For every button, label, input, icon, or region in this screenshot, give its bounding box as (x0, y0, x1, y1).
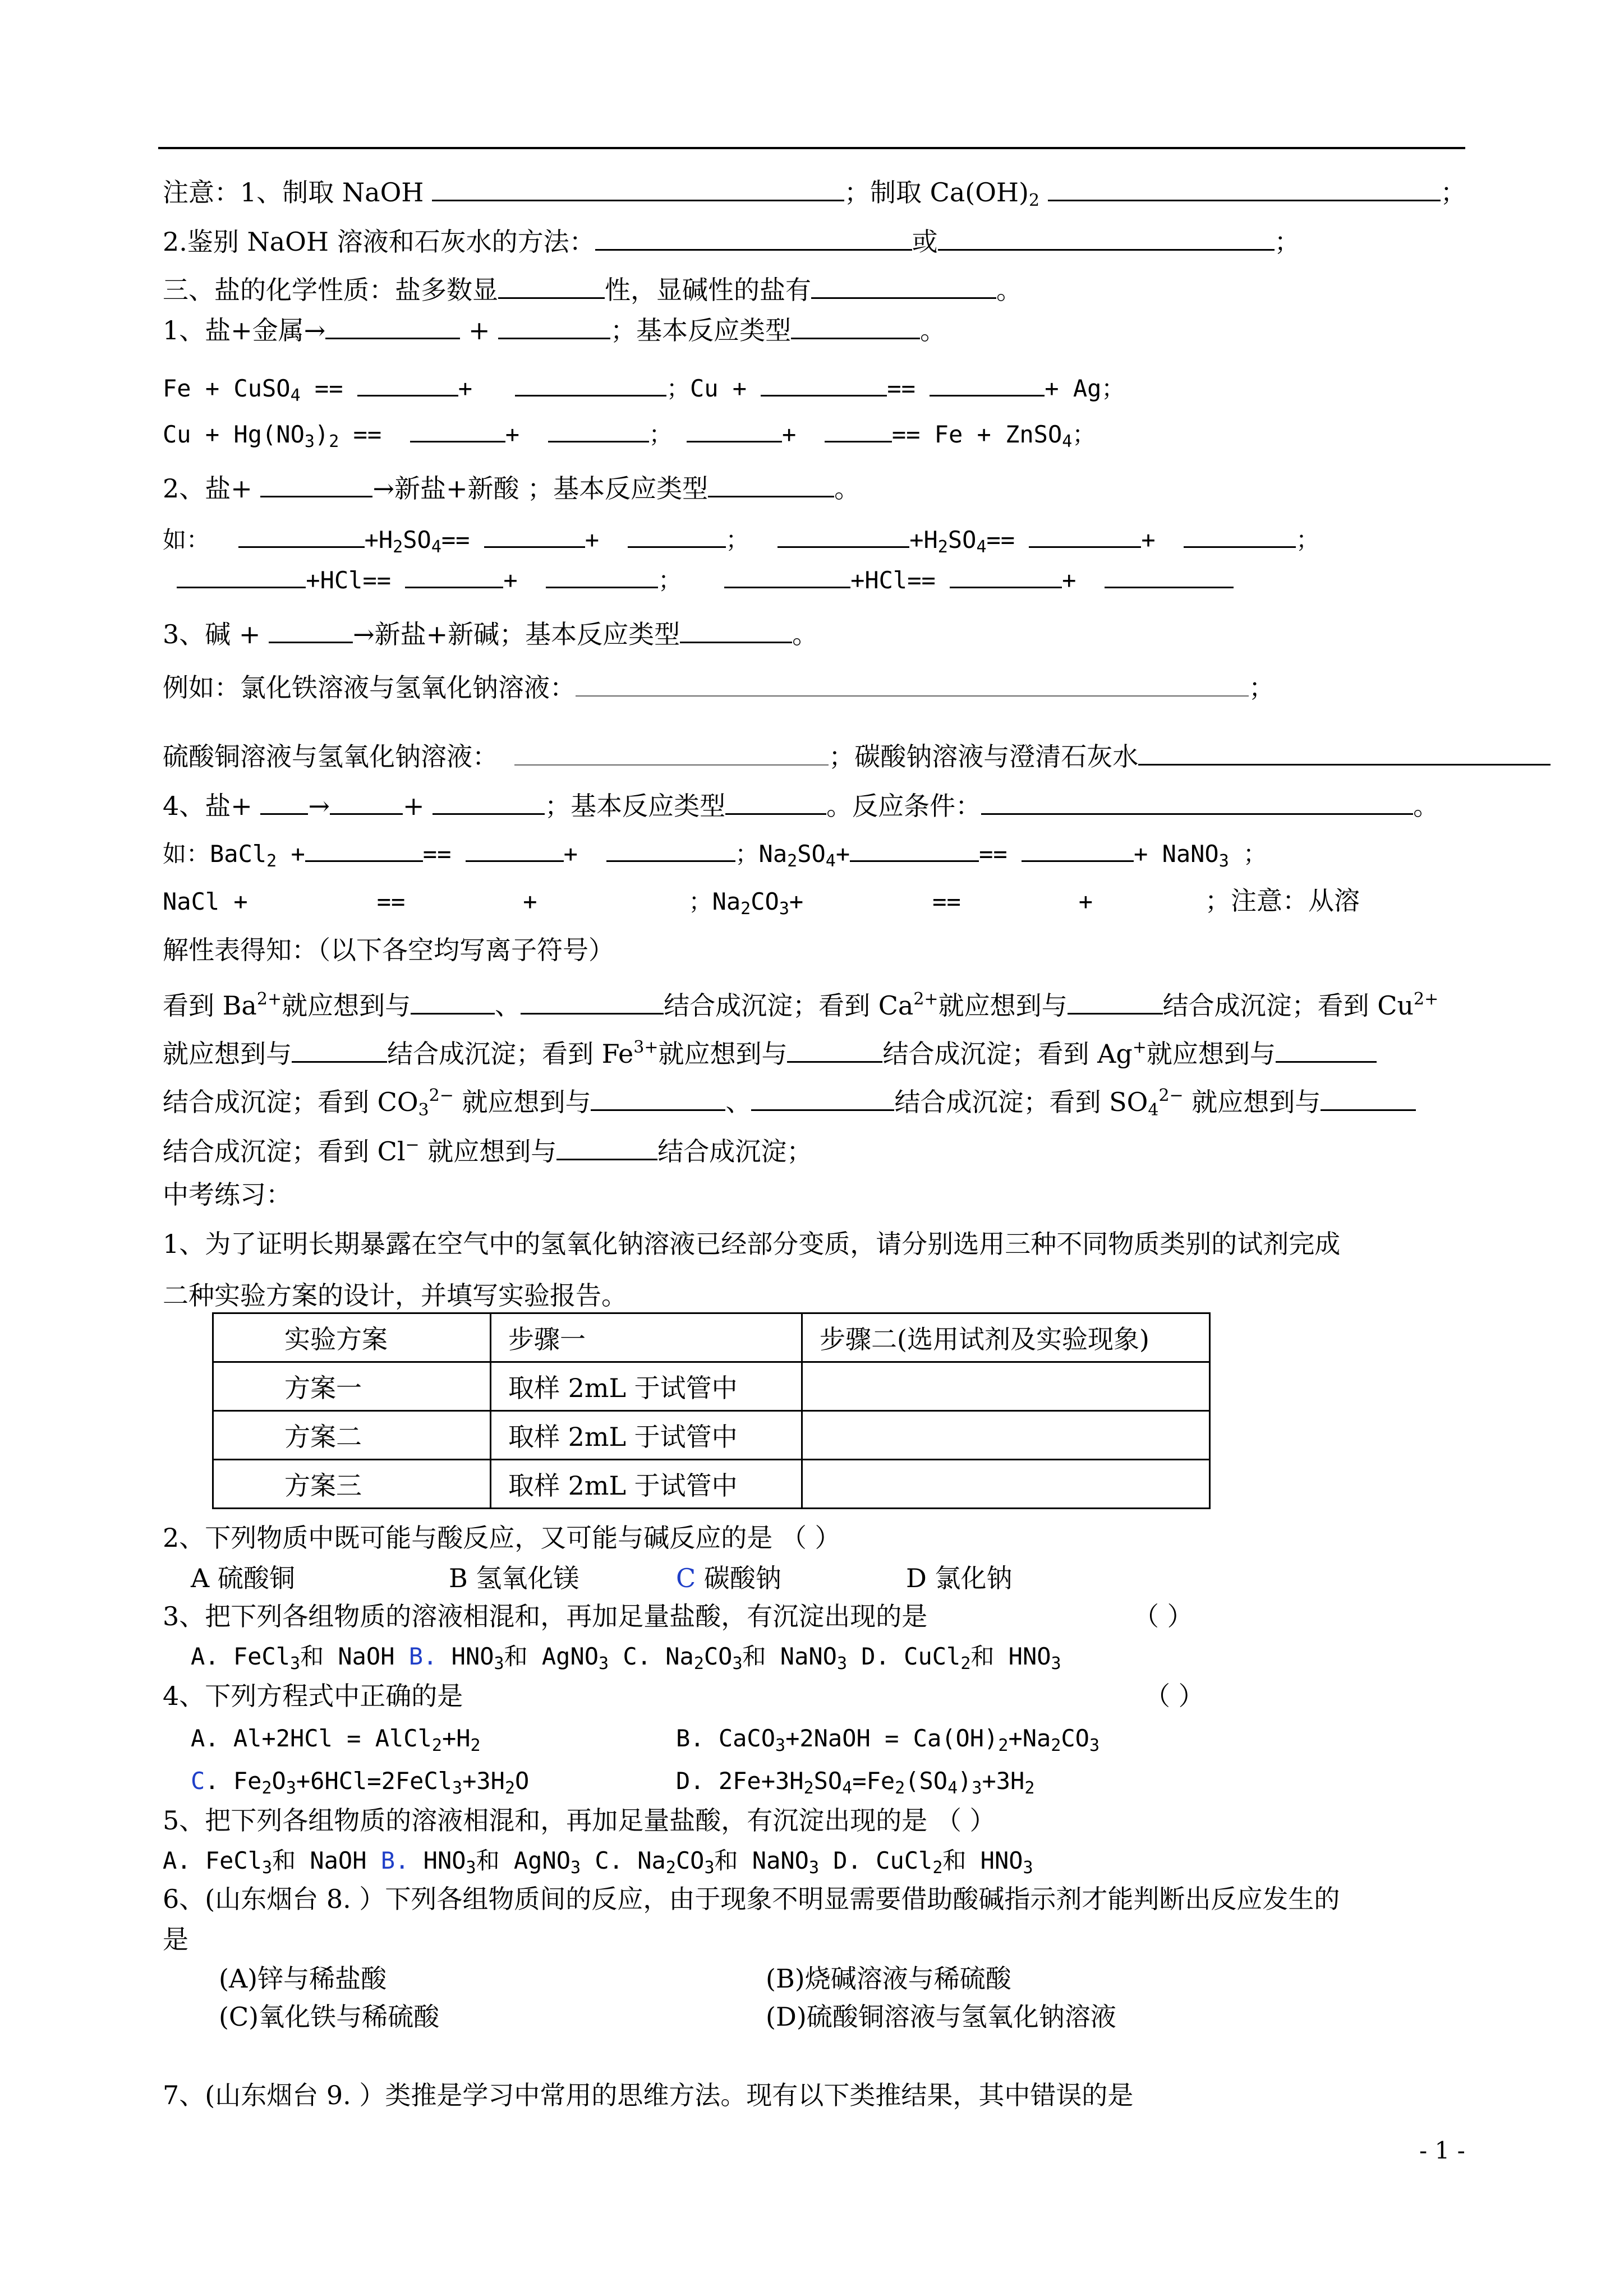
text: +HCl== (306, 566, 392, 594)
text: 如：BaCl (163, 840, 267, 868)
question-1: 1、为了证明长期暴露在空气中的氢氧化钠溶液已经部分变质，请分别选用三种不同物质类别的试剂完成 (163, 1229, 1341, 1259)
blank[interactable] (1184, 522, 1296, 548)
text: 如： (163, 526, 210, 554)
superscript: 2− (1158, 1086, 1184, 1105)
blank[interactable] (761, 370, 887, 397)
text: 结合成沉淀；看到 Ca (664, 990, 914, 1021)
superscript: 3+ (633, 1038, 659, 1057)
table-cell: 方案三 (213, 1460, 491, 1509)
equation-line (163, 562, 1234, 597)
choice[interactable]: (B)烧碱溶液与稀硫酸 (766, 1963, 1011, 1994)
blank[interactable] (687, 416, 782, 442)
text: 三、盐的化学性质：盐多数显 (163, 275, 498, 305)
subscript: 2 (329, 432, 339, 451)
blank[interactable] (708, 471, 834, 497)
blank[interactable] (466, 836, 564, 862)
text: + Ag； (1045, 375, 1125, 402)
blank[interactable] (606, 836, 735, 862)
text: == (300, 375, 357, 402)
text: 结合成沉淀；看到 SO (894, 1087, 1148, 1117)
answer-paren: （ ） (1144, 1681, 1204, 1711)
blank[interactable] (576, 671, 1249, 697)
subscript: 4 (1062, 432, 1073, 451)
text: 结合成沉淀； (657, 1136, 813, 1167)
question-4: 4、下列方程式中正确的是 (163, 1681, 463, 1711)
superscript: 2+ (1414, 989, 1439, 1009)
subscript: 2 (937, 537, 948, 557)
subscript: 2 (1028, 191, 1040, 210)
choice[interactable]: D 氯化钠 (906, 1563, 1013, 1593)
blank[interactable] (981, 789, 1413, 815)
blank[interactable] (411, 988, 495, 1015)
table-row (213, 1362, 1210, 1411)
text: ；基本反应类型 (545, 791, 726, 821)
text: 就应想到与 (282, 990, 411, 1021)
text: ；注意：从溶 (1205, 886, 1360, 916)
text: + (277, 840, 305, 868)
text: 结合成沉淀；看到 Cl (163, 1136, 406, 1167)
text: == (376, 888, 406, 915)
section-heading: 中考练习： (163, 1179, 292, 1210)
blank[interactable] (595, 224, 912, 251)
text: ；Na (688, 888, 741, 915)
answer-paren: （ ） (1133, 1601, 1193, 1631)
text: + (1078, 888, 1093, 915)
text: SO (947, 526, 977, 554)
text-line (163, 273, 1022, 307)
blank[interactable] (591, 1085, 725, 1111)
choices-line: A. FeCl$_3$和 NaOH B. $HNO_3$和 AgNO$_3$ C. $Na_2CO_3$和 NaNO$_3$ D. CuCl$_2$和 $HNO_3$ (163, 1847, 1033, 1878)
subscript: 2 (266, 851, 277, 871)
text-line (163, 1128, 812, 1168)
blank[interactable] (433, 789, 545, 815)
blank[interactable] (1048, 175, 1441, 201)
subscript: 3 (779, 899, 789, 919)
text: == (932, 888, 961, 915)
table-row (213, 1411, 1210, 1460)
blank[interactable] (484, 522, 585, 548)
choice[interactable]: B. CaCO$_3$+2NaOH = $Ca(OH)_2+Na_2CO_3$ (676, 1725, 1099, 1755)
blank[interactable] (546, 562, 658, 588)
question-2: 2、下列物质中既可能与酸反应，又可能与碱反应的是 （ ） (163, 1523, 841, 1553)
text: 。 (792, 619, 818, 649)
text-line (163, 671, 1275, 704)
text: ；碳酸钠溶液与澄清石灰水 (829, 741, 1139, 772)
blank[interactable] (260, 471, 372, 497)
text: →新盐+新碱；基本反应类型 (353, 619, 680, 649)
subscript: 3 (418, 1100, 429, 1120)
text: 注意：1、制取 NaOH (163, 177, 433, 208)
table-cell: 取样 2mL 于试管中 (491, 1411, 802, 1460)
text-line (163, 1031, 1377, 1071)
blank[interactable] (1068, 988, 1163, 1015)
blank[interactable] (514, 740, 829, 766)
blank[interactable] (1138, 739, 1551, 766)
text: + (402, 791, 425, 821)
text: ； (658, 566, 682, 594)
subscript: 4 (431, 537, 441, 557)
subscript: 4 (825, 851, 836, 871)
text: ) (314, 421, 329, 448)
equation-line (163, 836, 1267, 878)
answer-cell[interactable] (802, 1460, 1210, 1509)
header-cell: 步骤二(选用试剂及实验现象) (802, 1313, 1210, 1362)
text: == (887, 375, 915, 402)
text: 就应想到与 (1146, 1039, 1276, 1069)
text-line (163, 617, 818, 651)
blank[interactable] (357, 370, 458, 397)
text-line: 解性表得知：（以下各空均写离子符号） (163, 935, 614, 965)
text: 4、盐+ (163, 791, 252, 821)
subscript: 2 (740, 899, 751, 919)
text: 。 (834, 473, 861, 504)
text: ； (1274, 227, 1300, 257)
subscript: 4 (290, 386, 301, 405)
text: 就应想到与 (163, 1039, 292, 1069)
text: + (468, 315, 490, 345)
blank[interactable] (556, 1134, 657, 1160)
text-line (163, 313, 946, 347)
blank[interactable] (405, 562, 503, 588)
equation-line (163, 884, 1360, 926)
subscript: 4 (1148, 1100, 1159, 1120)
choice-letter: C (676, 1563, 696, 1593)
blank[interactable] (1321, 1085, 1416, 1111)
blank[interactable] (1022, 836, 1134, 862)
text: 3、碱 + (163, 619, 269, 649)
text: 看到 Ba (163, 990, 257, 1021)
blank[interactable] (1276, 1036, 1377, 1063)
choice[interactable]: B 氢氧化镁 (449, 1563, 579, 1593)
text: ； (1440, 177, 1466, 208)
subscript: 4 (976, 537, 987, 557)
text: 就应想到与 (658, 1039, 788, 1069)
table-cell: 方案一 (213, 1362, 491, 1411)
text-line (163, 471, 860, 505)
blank[interactable] (177, 562, 306, 588)
text: 。反应条件： (826, 791, 982, 821)
text-line (163, 1079, 1416, 1127)
question-6: 6、(山东烟台 8. ）下列各组物质间的反应，由于现象不明显需要借助酸碱指示剂才能判断出反应发生的 (163, 1884, 1340, 1914)
text: 硫酸铜溶液与氢氧化钠溶液： (163, 741, 498, 772)
blank[interactable] (238, 522, 365, 548)
text: + (523, 888, 537, 915)
text: 结合成沉淀；看到 Fe (387, 1039, 634, 1069)
text-line (163, 739, 1551, 773)
text: →新盐+新酸 ；基本反应类型 (372, 473, 709, 504)
answer-cell[interactable] (802, 1411, 1210, 1460)
blank[interactable] (515, 370, 666, 397)
blank[interactable] (305, 836, 423, 862)
text: 结合成沉淀；看到 Ag (882, 1039, 1133, 1069)
page-number: - 1 - (1419, 2137, 1465, 2164)
header-cell: 实验方案 (213, 1313, 491, 1362)
text: ；基本反应类型 (610, 315, 792, 345)
text: 、 (725, 1087, 752, 1117)
superscript: − (405, 1135, 420, 1155)
subscript: 3 (304, 432, 315, 451)
text: NaCl + (163, 888, 248, 915)
text: 2.鉴别 NaOH 溶液和石灰水的方法： (163, 227, 595, 257)
text-line (163, 983, 1438, 1022)
question-1-cont: 二种实验方案的设计，并填写实验报告。 (163, 1280, 627, 1311)
text: ； (648, 421, 673, 448)
blank[interactable] (751, 1085, 894, 1111)
choice[interactable]: C. $Fe_2O_3+6HCl=2FeCl_3+3H_2O$ (191, 1767, 530, 1798)
text: 。 (996, 275, 1022, 305)
question-6-cont: 是 (163, 1924, 188, 1954)
text: 或 (912, 227, 938, 257)
subscript: 2 (787, 851, 798, 871)
blank[interactable] (628, 522, 726, 548)
question-7: 7、(山东烟台 9. ）类推是学习中常用的思维方法。现有以下类推结果，其中错误的是 (163, 2080, 1134, 2110)
text: 就应想到与 (938, 990, 1068, 1021)
text: ； (1229, 840, 1267, 868)
blank[interactable] (292, 1036, 387, 1063)
text: + (503, 566, 518, 594)
blank[interactable] (680, 617, 792, 643)
choice[interactable]: A. $Al+2HCl = AlCl_2+H_2$ (191, 1725, 481, 1755)
text: Cu + Hg(NO (163, 421, 305, 448)
text: + (835, 840, 850, 868)
text: → (308, 791, 330, 821)
blank[interactable] (330, 789, 403, 815)
table-header-row (213, 1313, 1210, 1362)
table-cell: 取样 2mL 于试管中 (491, 1460, 802, 1509)
text: + (563, 840, 578, 868)
text: +H (364, 526, 393, 554)
blank[interactable] (325, 313, 460, 339)
blank[interactable] (724, 562, 850, 588)
text-line (163, 224, 1300, 259)
text: == (441, 526, 470, 554)
experiment-report-table (212, 1312, 1211, 1509)
text: == Fe + ZnSO (891, 421, 1062, 448)
table-cell: 方案二 (213, 1411, 491, 1460)
text: +HCl== (850, 566, 936, 594)
superscript: + (1132, 1038, 1147, 1057)
blank[interactable] (725, 789, 826, 815)
text: + (458, 375, 473, 402)
blank[interactable] (1029, 522, 1141, 548)
text: 性，显碱性的盐有 (605, 275, 811, 305)
text: SO (403, 526, 431, 554)
text: == (422, 840, 452, 868)
blank[interactable] (260, 789, 308, 815)
header-cell: 步骤一 (491, 1313, 802, 1362)
blank[interactable] (498, 273, 605, 299)
blank[interactable] (930, 370, 1045, 397)
question-5: 5、把下列各组物质的溶液相混和，再加足量盐酸，有沉淀出现的是 （ ） (163, 1805, 996, 1836)
choice[interactable]: (A)锌与稀盐酸 (219, 1963, 387, 1994)
text: 。 (920, 315, 946, 345)
equation-line (163, 522, 1319, 564)
choice-text: 碳酸钠 (696, 1563, 781, 1593)
text: Fe + CuSO (163, 375, 291, 402)
blank[interactable] (521, 988, 664, 1015)
text-line (163, 175, 1466, 218)
choice[interactable]: (D)硫酸铜溶液与氢氧化钠溶液 (766, 2002, 1116, 2032)
subscript: 2 (393, 537, 403, 557)
superscript: 2+ (256, 989, 282, 1009)
text: CO (751, 888, 779, 915)
subscript: 3 (1218, 851, 1229, 871)
text: 就应想到与 (1183, 1087, 1321, 1117)
header-rule (158, 147, 1465, 149)
text: ； (1249, 672, 1275, 703)
text: + (789, 888, 804, 915)
text: 结合成沉淀；看到 Cu (1162, 990, 1414, 1021)
choice[interactable]: A 硫酸铜 (191, 1563, 295, 1593)
text: == (986, 526, 1015, 554)
text: 2、盐+ (163, 473, 252, 504)
text: == (339, 421, 396, 448)
text: + NaNO (1134, 840, 1219, 868)
text: 结合成沉淀；看到 CO (163, 1087, 418, 1117)
blank[interactable] (938, 224, 1275, 251)
text: SO (797, 840, 826, 868)
blank[interactable] (791, 313, 920, 339)
text: ； (725, 526, 749, 554)
text: 、 (495, 990, 521, 1021)
table-row (213, 1460, 1210, 1509)
equation-line (163, 370, 1125, 413)
blank[interactable] (850, 836, 979, 862)
blank[interactable] (787, 1036, 882, 1063)
choice[interactable]: D. $2Fe+3H_2SO_4=Fe_2(SO_4)_3+3H_2$ (676, 1767, 1035, 1798)
text: 就应想到与 (453, 1087, 591, 1117)
text: + (585, 526, 600, 554)
blank[interactable] (825, 416, 892, 442)
blank[interactable] (950, 562, 1062, 588)
text: + (1062, 566, 1076, 594)
table-cell: 取样 2mL 于试管中 (491, 1362, 802, 1411)
choice[interactable]: (C)氧化铁与稀硫酸 (219, 2002, 440, 2032)
answer-cell[interactable] (802, 1362, 1210, 1411)
text: + (505, 421, 520, 448)
choices-line: A. FeCl$_3$和 NaOH B. $HNO_3$和 AgNO$_3$ C. $Na_2CO_3$和 NaNO$_3$ D. CuCl$_2$和 $HNO_3$ (191, 1643, 1061, 1673)
text: ；制取 Ca(OH) (844, 177, 1029, 208)
text: ；Cu + (666, 375, 761, 402)
superscript: 2− (429, 1086, 454, 1105)
text: ；Na (735, 840, 788, 868)
question-3: 3、把下列各组物质的溶液相混和，再加足量盐酸，有沉淀出现的是 (163, 1601, 928, 1631)
choice[interactable] (676, 1561, 781, 1595)
text: +H (909, 526, 938, 554)
text: ； (1296, 526, 1320, 554)
text: + (1141, 526, 1156, 554)
text: 。 (1413, 791, 1439, 821)
blank[interactable] (811, 273, 996, 299)
equation-line (163, 416, 1096, 459)
blank[interactable] (410, 416, 505, 442)
text: == (979, 840, 1007, 868)
blank[interactable] (498, 313, 610, 339)
blank[interactable] (548, 416, 649, 442)
text: + (781, 421, 797, 448)
text: 就应想到与 (419, 1136, 557, 1167)
blank[interactable] (269, 617, 353, 643)
blank[interactable] (778, 522, 909, 548)
text-line (163, 789, 1439, 823)
blank[interactable] (1105, 562, 1234, 588)
text: ； (1072, 421, 1096, 448)
text: 1、盐+金属→ (163, 315, 326, 345)
blank[interactable] (432, 175, 844, 201)
text: 例如：氯化铁溶液与氢氧化钠溶液： (163, 672, 576, 703)
superscript: 2+ (913, 989, 938, 1009)
